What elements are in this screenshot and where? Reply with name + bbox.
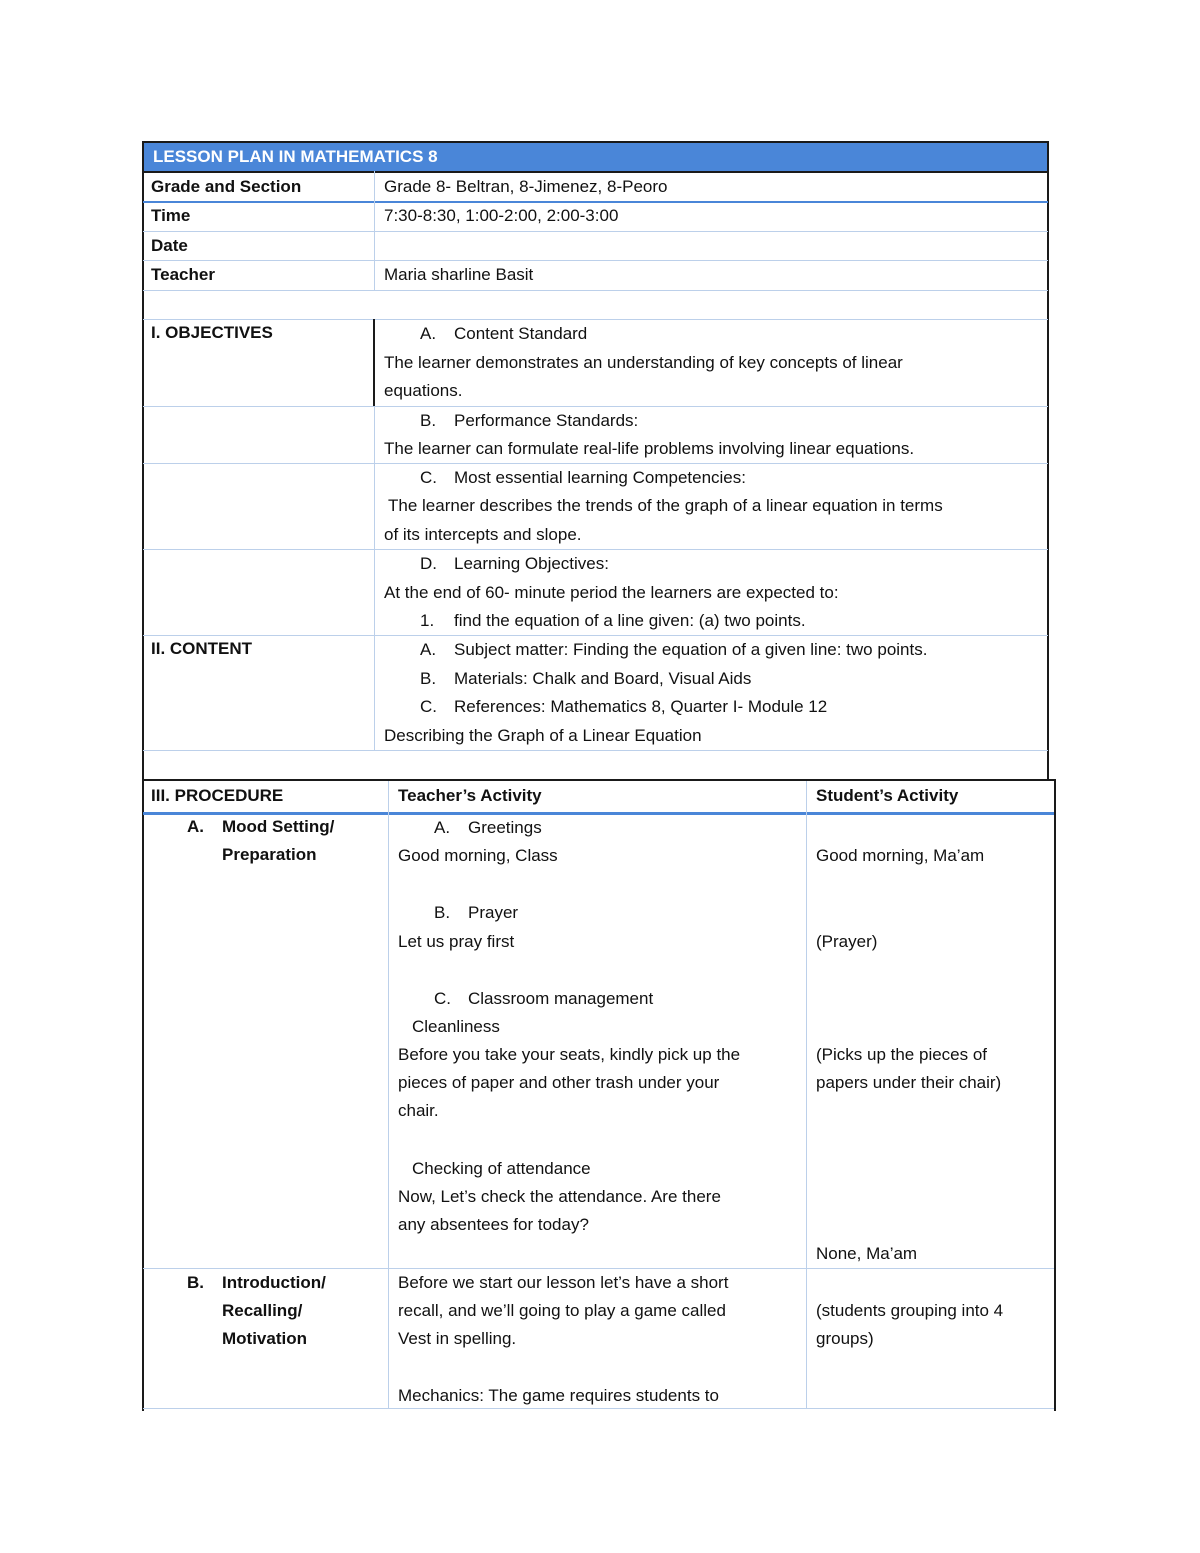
student-line: (Picks up the pieces of	[816, 1045, 988, 1064]
student-line: Good morning, Ma’am	[816, 846, 985, 865]
row-line	[143, 231, 1048, 232]
procedure-top-border	[142, 779, 1056, 781]
row-line	[143, 635, 1048, 636]
teacher-line: pieces of paper and other trash under your	[398, 1073, 720, 1092]
list-marker: A.	[434, 818, 451, 837]
time-label: Time	[151, 206, 191, 225]
teacher-line: any absentees for today?	[398, 1215, 589, 1234]
row-line	[143, 201, 1048, 203]
step-title: Introduction/	[222, 1273, 326, 1292]
row-line	[143, 750, 1048, 751]
col-line	[374, 171, 375, 290]
learning-objectives-title: Learning Objectives:	[454, 554, 609, 573]
teacher-activity-header: Teacher’s Activity	[398, 786, 542, 805]
student-line: groups)	[816, 1329, 874, 1348]
table-top-border	[142, 141, 1049, 143]
teacher-line: recall, and we’ll going to play a game called	[398, 1301, 726, 1320]
performance-standards-text: The learner can formulate real-life problems involving linear equations.	[384, 439, 915, 458]
step-marker: B.	[187, 1273, 204, 1292]
materials: Materials: Chalk and Board, Visual Aids	[454, 669, 752, 688]
content-standard-text: The learner demonstrates an understanding of key concepts of linear	[384, 353, 903, 372]
cleanliness-title: Cleanliness	[412, 1017, 500, 1036]
teacher-line: Now, Let’s check the attendance. Are there	[398, 1187, 721, 1206]
teacher-line: Let us pray first	[398, 932, 515, 951]
teacher-line: Mechanics: The game requires students to	[398, 1386, 719, 1405]
table-right-border	[1047, 141, 1049, 781]
list-marker: B.	[434, 903, 451, 922]
list-marker: C.	[434, 989, 451, 1008]
step-title: Mood Setting/	[222, 817, 335, 836]
row-line	[143, 260, 1048, 261]
content-standard-title: Content Standard	[454, 324, 588, 343]
subject-matter: Subject matter: Finding the equation of a given line: two points.	[454, 640, 928, 659]
list-marker: D.	[420, 554, 437, 573]
col-line	[374, 406, 375, 750]
content-standard-text: equations.	[384, 381, 463, 400]
list-marker: A.	[420, 324, 437, 343]
teacher-value: Maria sharline Basit	[384, 265, 534, 284]
row-line	[143, 290, 1048, 291]
row-line	[143, 463, 1048, 464]
student-line: None, Ma’am	[816, 1244, 918, 1263]
references: References: Mathematics 8, Quarter I- Module 12	[454, 697, 828, 716]
procedure-right-border	[1054, 779, 1056, 1411]
row-line	[143, 549, 1048, 550]
list-marker: C.	[420, 697, 437, 716]
step-title: Recalling/	[222, 1301, 303, 1320]
table-left-border	[142, 141, 144, 1411]
competencies-text: The learner describes the trends of the graph of a linear equation in terms	[388, 496, 943, 515]
competencies-title: Most essential learning Competencies:	[454, 468, 746, 487]
teacher-line: Good morning, Class	[398, 846, 558, 865]
student-line: papers under their chair)	[816, 1073, 1002, 1092]
student-activity-header: Student’s Activity	[816, 786, 959, 805]
step-marker: A.	[187, 817, 204, 836]
row-line	[143, 1268, 1054, 1269]
row-line	[143, 1408, 1054, 1409]
greetings-title: Greetings	[468, 818, 542, 837]
row-line	[143, 406, 1048, 407]
performance-standards-title: Performance Standards:	[454, 411, 639, 430]
teacher-line: Vest in spelling.	[398, 1329, 517, 1348]
procedure-label: III. PROCEDURE	[151, 786, 284, 805]
col-line	[806, 781, 807, 1409]
teacher-line: Before we start our lesson let’s have a short	[398, 1273, 729, 1292]
teacher-line: Before you take your seats, kindly pick up the	[398, 1045, 741, 1064]
list-marker: A.	[420, 640, 437, 659]
learning-objective-item: find the equation of a line given: (a) two points.	[454, 611, 806, 630]
procedure-header-line	[143, 812, 1054, 815]
step-title: Preparation	[222, 845, 317, 864]
row-line	[143, 319, 1048, 320]
col-line-bold	[373, 319, 375, 406]
date-label: Date	[151, 236, 188, 255]
content-label: II. CONTENT	[151, 639, 253, 658]
list-marker: B.	[420, 411, 437, 430]
objectives-label: I. OBJECTIVES	[151, 323, 273, 342]
grade-value: Grade 8- Beltran, 8-Jimenez, 8-Peoro	[384, 177, 668, 196]
list-marker: B.	[420, 669, 437, 688]
list-marker: C.	[420, 468, 437, 487]
col-line	[388, 781, 389, 1409]
learning-objectives-text: At the end of 60- minute period the learners are expected to:	[384, 583, 839, 602]
competencies-text: of its intercepts and slope.	[384, 525, 582, 544]
teacher-label: Teacher	[151, 265, 215, 284]
student-line: (Prayer)	[816, 932, 878, 951]
time-value: 7:30-8:30, 1:00-2:00, 2:00-3:00	[384, 206, 619, 225]
list-marker: 1.	[420, 611, 435, 630]
page-title: LESSON PLAN IN MATHEMATICS 8	[153, 147, 438, 166]
student-line: (students grouping into 4	[816, 1301, 1004, 1320]
grade-label: Grade and Section	[151, 177, 302, 196]
attendance-title: Checking of attendance	[412, 1159, 591, 1178]
teacher-line: chair.	[398, 1101, 439, 1120]
prayer-title: Prayer	[468, 903, 519, 922]
classroom-management-title: Classroom management	[468, 989, 654, 1008]
row-line	[143, 171, 1048, 173]
step-title: Motivation	[222, 1329, 307, 1348]
references-continued: Describing the Graph of a Linear Equation	[384, 726, 702, 745]
